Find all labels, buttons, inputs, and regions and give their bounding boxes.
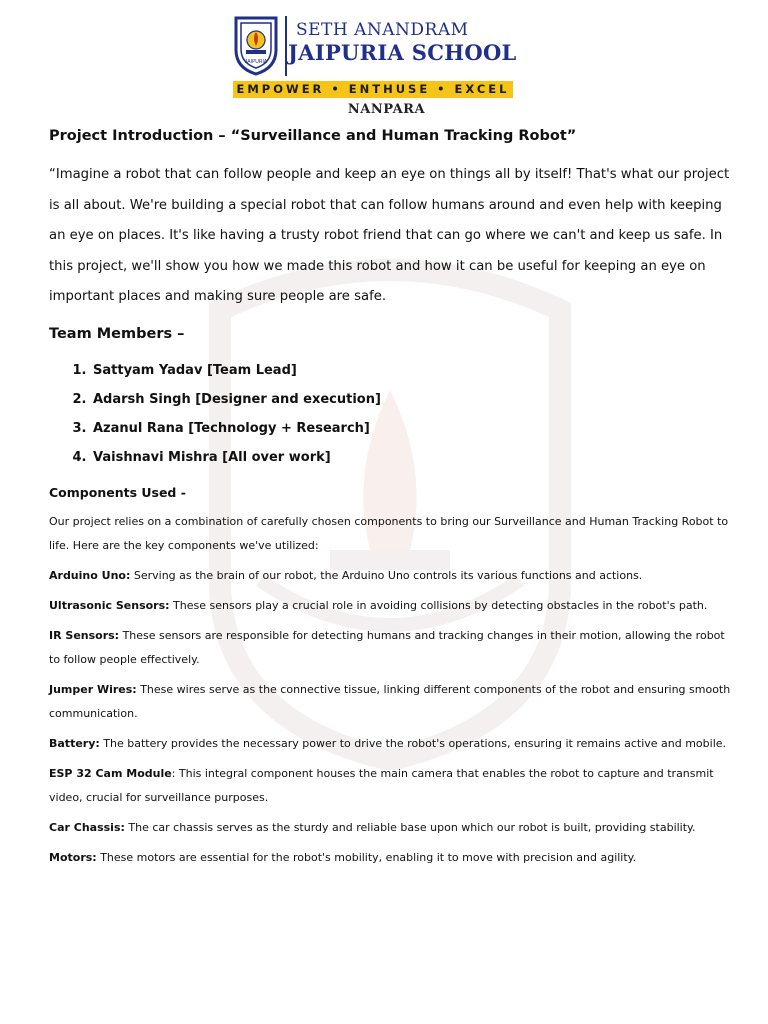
header-divider (285, 16, 287, 76)
project-title: Project Introduction – “Surveillance and Human Tracking Robot” (49, 128, 577, 144)
component-name: IR Sensors: (49, 628, 120, 642)
component-desc: These wires serve as the connective tissue, linking different components of the robot and ensuring smooth communication. (49, 682, 731, 720)
component-name: Motors: (49, 850, 97, 864)
component-item (49, 816, 739, 840)
component-desc: Serving as the brain of our robot, the Arduino Uno controls its various functions and actions. (130, 568, 643, 582)
component-item (49, 564, 739, 588)
team-member: 1. Sattyam Yadav [Team Lead] (91, 356, 739, 385)
component-desc: These sensors are responsible for detecting humans and tracking changes in their motion, allowing the robot to follow people effectively. (49, 628, 725, 666)
components-heading: Components Used - (49, 484, 186, 500)
document-body (49, 128, 739, 870)
component-name: ESP 32 Cam Module (49, 766, 172, 780)
team-members-list (49, 356, 739, 472)
component-desc: These motors are essential for the robot's mobility, enabling it to move with precision and agility. (96, 850, 637, 864)
component-desc: The car chassis serves as the sturdy and reliable base upon which our robot is built, providing stability. (124, 820, 696, 834)
team-member: 4. Vaishnavi Mishra [All over work] (91, 443, 739, 472)
component-item (49, 762, 739, 810)
component-item (49, 594, 739, 618)
component-name: Battery: (49, 736, 100, 750)
school-motto: EMPOWER • ENTHUSE • EXCEL (233, 81, 513, 98)
component-desc: These sensors play a crucial role in avoiding collisions by detecting obstacles in the robot's path. (169, 598, 708, 612)
component-name: Car Chassis: (49, 820, 125, 834)
team-member: 2. Adarsh Singh [Designer and execution] (91, 385, 739, 414)
component-item (49, 624, 739, 672)
school-crest-logo (232, 14, 280, 76)
team-heading: Team Members – (49, 325, 185, 342)
components-intro: Our project relies on a combination of carefully chosen components to bring our Surveillance and Human Tracking Robot to life. Here are the key components we've utilized: (49, 514, 729, 552)
component-name: Arduino Uno: (49, 568, 131, 582)
project-intro: “Imagine a robot that can follow people and keep an eye on things all by itself! That's what our project is all about. We're building a special robot that can follow humans around and even help with keeping an eye on places. It's like having a trusty robot friend that can go where we can't and keep us safe. In this project, we'll show you how we made this robot and how it can be useful for keeping an eye on important places and making sure people are safe. (49, 167, 730, 304)
team-member: 3. Azanul Rana [Technology + Research] (91, 414, 739, 443)
component-name: Ultrasonic Sensors: (49, 598, 170, 612)
school-name-line2: JAIPURIA SCHOOL (288, 40, 517, 65)
component-desc: : This integral component houses the main camera that enables the robot to capture and transmit video, crucial for surveillance purposes. (49, 766, 714, 804)
school-branch: NANPARA (347, 102, 426, 117)
crest-label: JAIPURIA (244, 59, 268, 65)
component-item (49, 732, 739, 756)
component-item (49, 678, 739, 726)
component-name: Jumper Wires: (49, 682, 137, 696)
school-name-line1: SETH ANANDRAM (296, 20, 469, 40)
component-item (49, 846, 739, 870)
component-desc: The battery provides the necessary power to drive the robot's operations, ensuring it remains active and mobile. (99, 736, 727, 750)
school-header (0, 10, 768, 122)
